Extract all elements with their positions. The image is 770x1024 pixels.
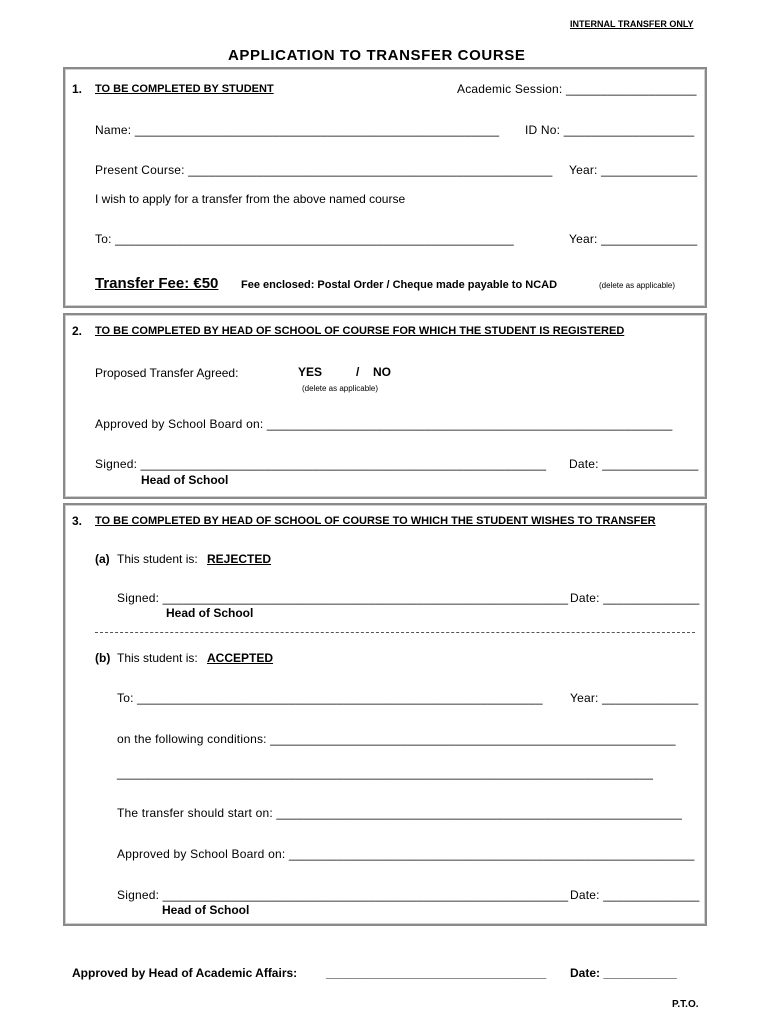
part-b-head-of-school: Head of School (162, 903, 250, 917)
part-b-signed-field[interactable]: Signed: ___________________________________________________________ (117, 888, 569, 902)
transfer-fee: Transfer Fee: €50 (95, 275, 219, 292)
proposed-transfer-label: Proposed Transfer Agreed: (95, 366, 239, 380)
name-field[interactable]: Name: _____________________________________________________ (95, 123, 500, 137)
part-a-signed-field[interactable]: Signed: ___________________________________________________________ (117, 591, 569, 605)
pto-note: P.T.O. (672, 999, 699, 1010)
conditions-line-2[interactable]: ______________________________________________________________________________ (117, 766, 654, 780)
part-b-year-field[interactable]: Year: ______________ (570, 691, 699, 705)
transfer-wish-text: I wish to apply for a transfer from the above named course (95, 192, 406, 206)
conditions-field[interactable]: on the following conditions: ___________________________________________________________ (117, 732, 676, 746)
no-option[interactable]: NO (373, 365, 391, 379)
part-a-date-field[interactable]: Date: ______________ (570, 591, 700, 605)
part-a-text: This student is: (117, 552, 198, 566)
present-course-field[interactable]: Present Course: _____________________________________________________ (95, 163, 553, 177)
approved-school-board-field[interactable]: Approved by School Board on: ___________________________________________________________ (95, 417, 673, 431)
academic-affairs-label: Approved by Head of Academic Affairs: (72, 966, 298, 980)
section-1-number: 1. (72, 82, 83, 96)
transfer-start-field[interactable]: The transfer should start on: ___________________________________________________________ (117, 806, 682, 820)
internal-transfer-note: INTERNAL TRANSFER ONLY (570, 19, 694, 29)
part-b-approved-field[interactable]: Approved by School Board on: ___________________________________________________________ (117, 847, 695, 861)
rejected-status: REJECTED (207, 552, 272, 566)
signed-field[interactable]: Signed: ___________________________________________________________ (95, 457, 547, 471)
section-3-number: 3. (72, 514, 83, 528)
academic-affairs-date-field[interactable]: Date: ___________ (570, 966, 677, 980)
section-1-box (63, 67, 707, 308)
academic-session-field[interactable]: Academic Session: ___________________ (457, 82, 697, 96)
yes-no-separator: / (356, 365, 360, 379)
part-b-text: This student is: (117, 651, 198, 665)
dashed-divider (95, 632, 695, 633)
to-course-field[interactable]: To: __________________________________________________________ (95, 232, 514, 246)
part-a-head-of-school: Head of School (166, 606, 254, 620)
yes-option[interactable]: YES (298, 365, 323, 379)
section-2-box (63, 313, 707, 499)
section-2-number: 2. (72, 324, 83, 338)
part-b-to-field[interactable]: To: ___________________________________________________________ (117, 691, 543, 705)
yes-no-delete-note: (delete as applicable) (302, 384, 379, 393)
page-title: APPLICATION TO TRANSFER COURSE (228, 47, 526, 64)
fee-enclosed-text: Fee enclosed: Postal Order / Cheque made payable to NCAD (241, 279, 558, 291)
present-year-field[interactable]: Year: ______________ (569, 163, 698, 177)
section-2-heading: TO BE COMPLETED BY HEAD OF SCHOOL OF COURSE FOR WHICH THE STUDENT IS REGISTERED (95, 325, 625, 337)
part-b-date-field[interactable]: Date: ______________ (570, 888, 700, 902)
part-a-label: (a) (95, 552, 110, 566)
id-no-field[interactable]: ID No: ___________________ (525, 123, 695, 137)
to-year-field[interactable]: Year: ______________ (569, 232, 698, 246)
fee-delete-note: (delete as applicable) (599, 281, 676, 290)
accepted-status: ACCEPTED (207, 651, 274, 665)
part-b-label: (b) (95, 651, 111, 665)
section-3-box (63, 503, 707, 926)
section-1-heading: TO BE COMPLETED BY STUDENT (95, 83, 274, 95)
section-3-heading: TO BE COMPLETED BY HEAD OF SCHOOL OF COURSE TO WHICH THE STUDENT WISHES TO TRANSFER (95, 515, 656, 527)
academic-affairs-signature-line[interactable]: _________________________________ (326, 966, 547, 980)
date-field[interactable]: Date: ______________ (569, 457, 699, 471)
head-of-school-label: Head of School (141, 473, 229, 487)
